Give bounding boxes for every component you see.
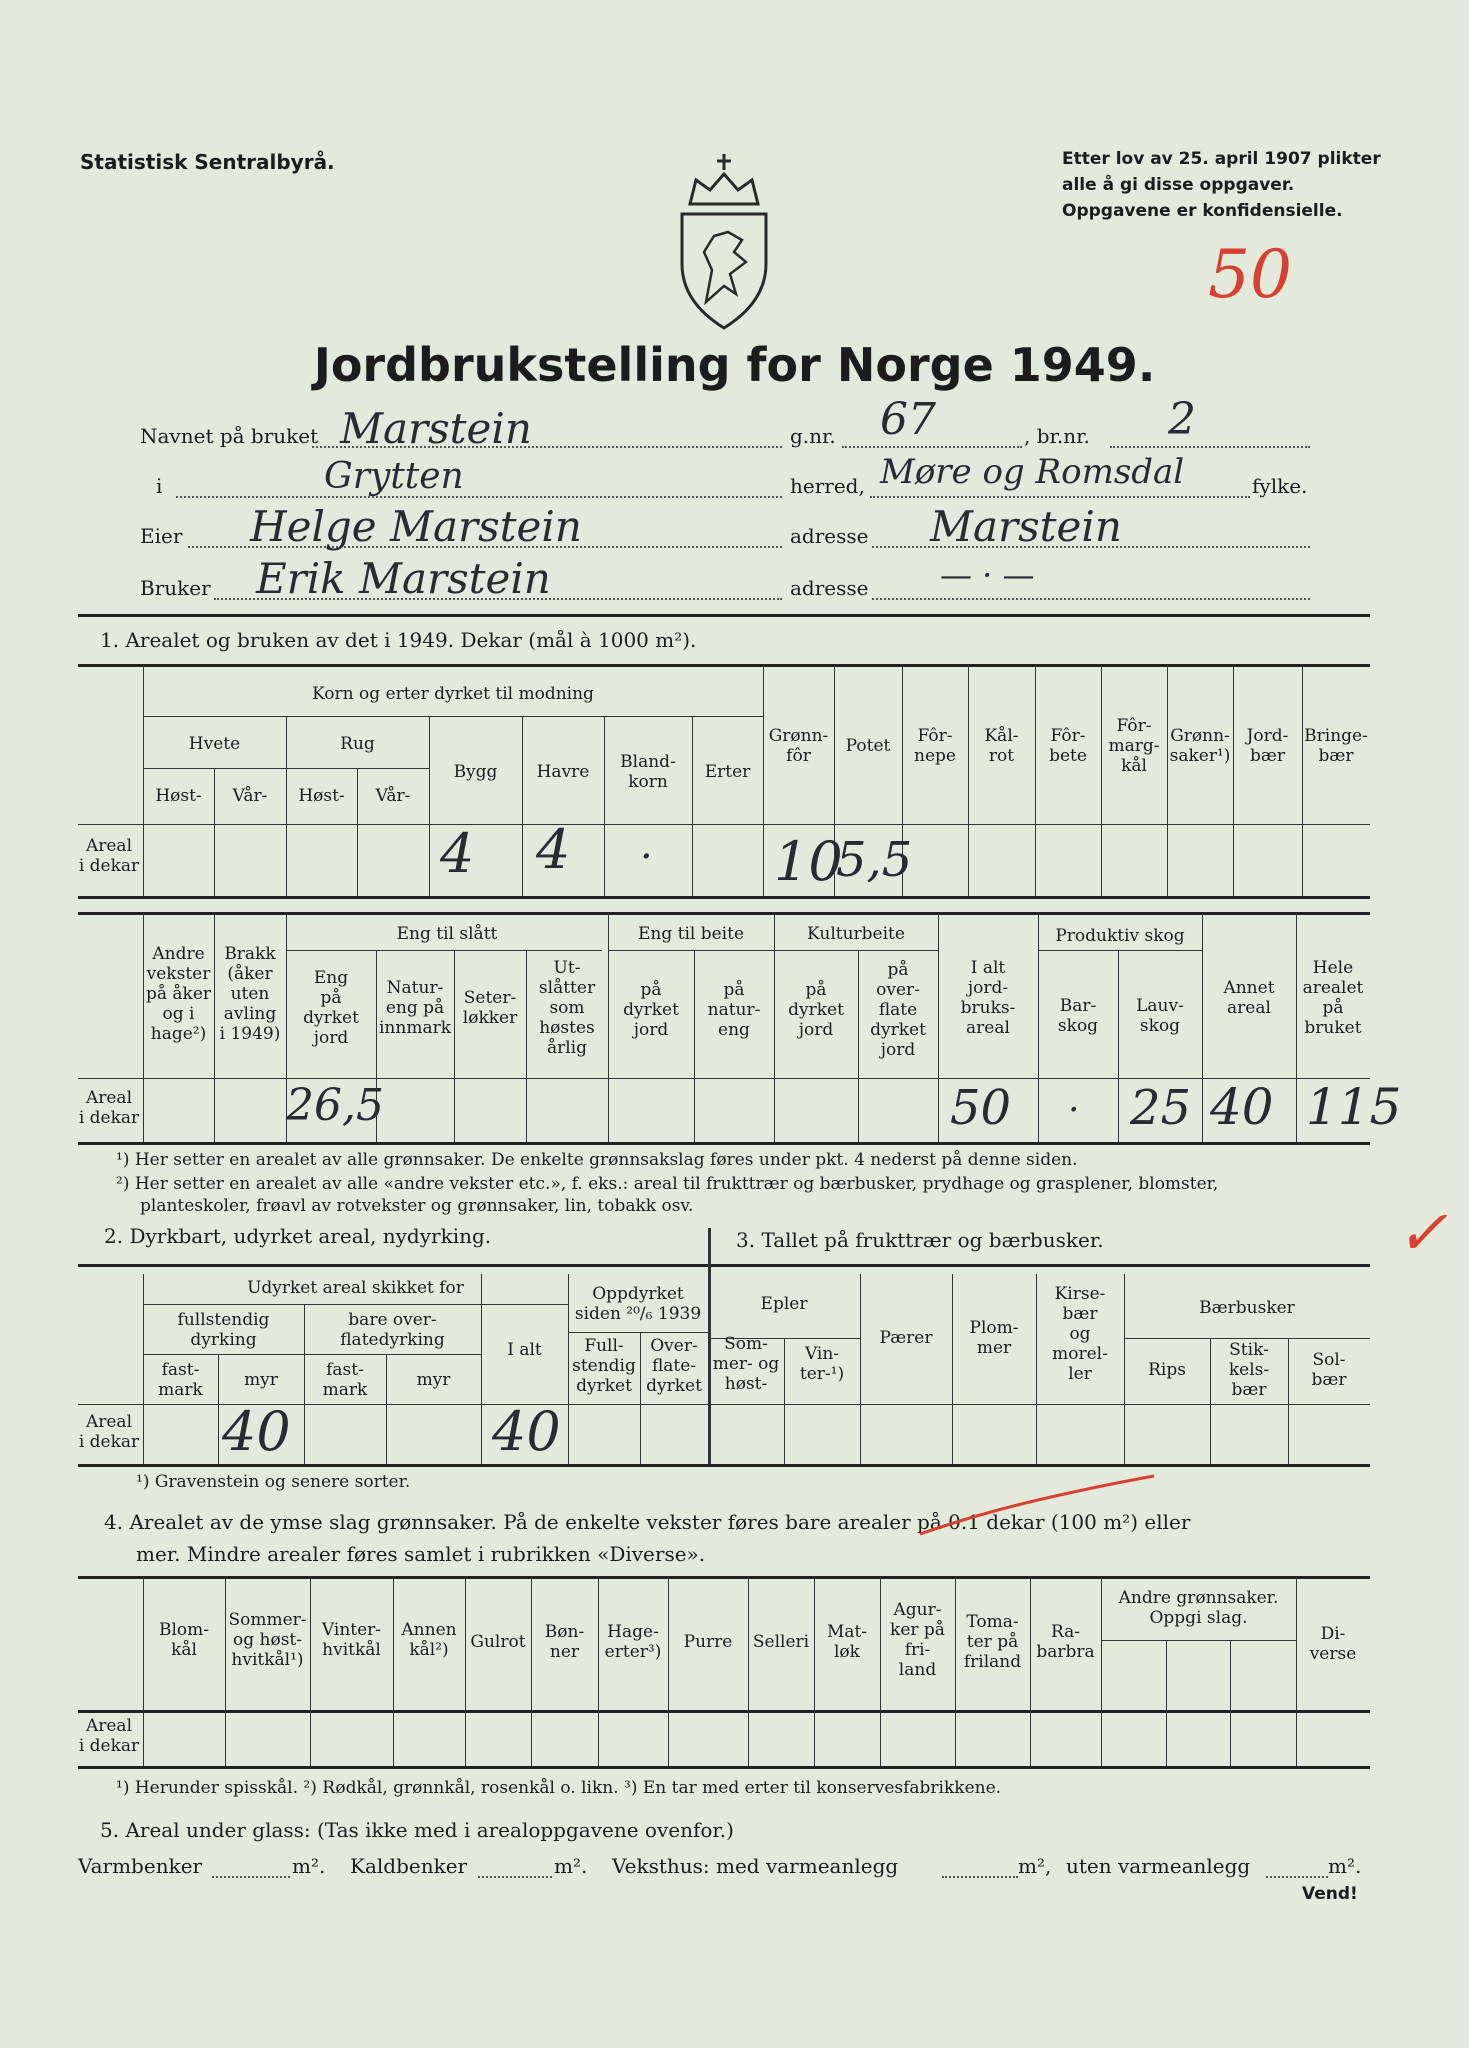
s2-rule	[143, 1304, 568, 1305]
t1-col	[1302, 664, 1303, 896]
t4-rule	[1101, 1640, 1296, 1641]
herred-line	[176, 496, 782, 498]
brnr-line	[1110, 446, 1310, 448]
table1-top	[78, 664, 1370, 667]
coat-of-arms-icon	[668, 152, 780, 332]
t4-col	[465, 1576, 466, 1766]
t2-value-hele: 115	[1306, 1078, 1402, 1136]
form-title: Jordbrukstelling for Norge 1949.	[313, 338, 1156, 392]
farm-name-label: Navnet på bruket	[140, 424, 319, 448]
t2-value-eng: 26,5	[286, 1080, 384, 1131]
section5-heading: 5. Areal under glass: (Tas ikke med i arealoppgavene ovenfor.)	[100, 1818, 734, 1842]
s3-vinter: Vin- ter-¹)	[799, 1344, 845, 1384]
fylke-label: fylke.	[1252, 474, 1308, 498]
fylke-line	[870, 496, 1250, 498]
s2-footnote: ¹) Gravenstein og senere sorter.	[136, 1472, 411, 1492]
t2-rule	[286, 950, 602, 951]
t2-col	[454, 950, 455, 1142]
t4-col-selleri: Selleri	[752, 1632, 810, 1652]
t4-col	[1230, 1640, 1231, 1766]
s3-col	[952, 1274, 953, 1464]
law-line-1: Etter lov av 25. april 1907 plikter	[1062, 149, 1381, 169]
t2-value-lauv: 25	[1130, 1080, 1192, 1136]
t1-col	[692, 716, 693, 896]
t2-bottom	[78, 1142, 1370, 1145]
footnote-1: ¹) Her setter en arealet av alle grønnsaker. De enkelte grønnsakslag føres under pkt. 4 nederst på denne siden.	[116, 1150, 1078, 1170]
t1-havre: Havre	[536, 762, 590, 782]
kaldbenker-label: Kaldbenker	[350, 1854, 468, 1878]
veksthus-label: Veksthus: med varmeanlegg	[612, 1854, 899, 1878]
t2-brakk: Brakk (åker uten avling i 1949)	[219, 944, 281, 1044]
t4-diverse: Di- verse	[1309, 1624, 1357, 1664]
s3-rule	[1124, 1338, 1370, 1339]
t4-col-hageerter: Hage- erter³)	[604, 1622, 662, 1662]
t1-gronnsaker: Grønn- saker¹)	[1169, 726, 1231, 766]
t2-col	[1118, 950, 1119, 1142]
t2-barskog: Bar- skog	[1057, 996, 1099, 1036]
t4-col-annenkal: Annen kål²)	[401, 1620, 457, 1660]
veksthus-varm-unit: m²,	[1018, 1854, 1052, 1878]
t2-eng-beite: Eng til beite	[637, 924, 745, 944]
fylke-value: Møre og Romsdal	[880, 452, 1185, 492]
t4-top	[78, 1576, 1370, 1579]
t1-hvete: Hvete	[188, 734, 241, 754]
red-underline-icon	[918, 1470, 1158, 1540]
i-label: i	[156, 474, 163, 498]
s3-sommer: Som- mer- og høst-	[712, 1334, 780, 1394]
footnote-2b: planteskoler, frøavl av rotvekster og grønnsaker, lin, tobakk osv.	[140, 1196, 694, 1216]
t2-rule	[78, 1078, 1370, 1079]
bruker-label: Bruker	[140, 576, 211, 600]
gnr-label: g.nr.	[790, 424, 836, 448]
t1-value-potet: 5,5	[836, 832, 913, 888]
bruker-value: Erik Marstein	[256, 554, 551, 603]
s3-epler: Epler	[760, 1294, 808, 1314]
t2-col	[694, 950, 695, 1142]
t2-prod-skog: Produktiv skog	[1055, 926, 1185, 946]
divider	[78, 614, 1370, 617]
t1-potet: Potet	[845, 736, 891, 756]
section2-heading: 2. Dyrkbart, udyrket areal, nydyrking.	[104, 1224, 492, 1248]
t1-rule	[78, 824, 1370, 825]
section4-heading-2: mer. Mindre arealer føres samlet i rubrikken «Diverse».	[136, 1542, 706, 1566]
t4-col	[143, 1576, 144, 1766]
t4-col	[814, 1576, 815, 1766]
varmbenker-unit: m².	[292, 1854, 326, 1878]
t2-col	[1202, 912, 1203, 1142]
uten-varmeanlegg-label: uten varmeanlegg	[1066, 1854, 1251, 1878]
t1-blandkorn: Bland- korn	[620, 752, 676, 792]
s4-footnote: ¹) Herunder spisskål. ²) Rødkål, grønnkål, rosenkål o. likn. ³) En tar med erter til konservesfabrikkene.	[116, 1778, 1002, 1798]
t4-col-blomkal: Blom- kål	[158, 1620, 210, 1660]
t1-rug-var: Vår-	[375, 786, 411, 806]
t4-col	[1030, 1576, 1031, 1766]
t1-col	[1035, 664, 1036, 896]
uten-varmeanlegg-unit: m².	[1328, 1854, 1362, 1878]
t4-col	[225, 1576, 226, 1766]
t1-kalrot: Kål- rot	[984, 726, 1019, 766]
s3-rips: Rips	[1148, 1360, 1186, 1380]
s2-col	[481, 1274, 482, 1464]
bruker-adresse-value: — · —	[940, 556, 1035, 594]
t2-beite-dyrket: på dyrket jord	[623, 980, 679, 1040]
t2-rule	[1038, 950, 1202, 951]
brnr-value: 2	[1168, 394, 1196, 445]
varmbenker-line	[212, 1876, 290, 1878]
t4-col-sommerhvitkal: Sommer- og høst- hvitkål¹)	[228, 1610, 307, 1670]
s23-bottom	[78, 1464, 1370, 1467]
t1-rule	[143, 716, 763, 717]
eier-adresse-value: Marstein	[930, 502, 1122, 551]
s2-oppdyrket: Oppdyrket siden ²⁰/₆ 1939	[574, 1284, 702, 1324]
t4-col-vinterhvitkal: Vinter- hvitkål	[321, 1620, 382, 1660]
t2-kb-overflate: på over- flate dyrket jord	[870, 960, 926, 1060]
t1-rug-host: Høst-	[298, 786, 345, 806]
t4-col	[531, 1576, 532, 1766]
uten-varmeanlegg-line	[1266, 1876, 1328, 1878]
bureau-name: Statistisk Sentralbyrå.	[80, 150, 335, 174]
eier-adresse-label: adresse	[790, 524, 869, 548]
t2-kb-dyrket: på dyrket jord	[788, 980, 844, 1040]
t4-col-gulrot: Gulrot	[470, 1632, 526, 1652]
footnote-2a: ²) Her setter en arealet av alle «andre vekster etc.», f. eks.: areal til frukttrær og bærbusker, prydhage og grasplener, blomster,	[116, 1174, 1219, 1194]
bruker-adresse-line	[872, 598, 1310, 600]
t1-fornepe: Fôr- nepe	[914, 726, 956, 766]
t4-row-label: Areal i dekar	[78, 1716, 140, 1756]
s2-fastmark-1: fast- mark	[158, 1360, 203, 1400]
varmbenker-label: Varmbenker	[78, 1854, 203, 1878]
t1-rug: Rug	[340, 734, 375, 754]
s2-rule	[143, 1354, 481, 1355]
s3-col	[860, 1274, 861, 1464]
s2-fullstendig: fullstendig dyrking	[177, 1310, 270, 1350]
s2-value-ialt: 40	[492, 1400, 561, 1463]
t1-col	[968, 664, 969, 896]
section4-heading-1: 4. Arealet av de ymse slag grønnsaker. På de enkelte vekster føres bare arealer på 0.1 dekar (100 m²) eller	[104, 1510, 1191, 1534]
t1-row-label: Areal i dekar	[78, 836, 140, 876]
t1-col	[1101, 664, 1102, 896]
law-line-3: Oppgavene er konfidensielle.	[1062, 201, 1343, 221]
t2-eng-dyrket: Eng på dyrket jord	[303, 968, 359, 1048]
red-check: ✓	[1396, 1196, 1448, 1269]
t2-kulturbeite: Kulturbeite	[807, 924, 905, 944]
t2-naturleng: Natur- eng på innmark	[378, 978, 452, 1038]
t4-col-bonner: Bøn- ner	[544, 1622, 585, 1662]
s2-over-dyrket: Over- flate- dyrket	[646, 1336, 702, 1396]
herred-value: Grytten	[324, 456, 464, 497]
t1-col	[1167, 664, 1168, 896]
kaldbenker-unit: m².	[554, 1854, 588, 1878]
t2-eng-slatt: Eng til slått	[396, 924, 498, 944]
t1-col	[429, 716, 430, 896]
t1-bringebaer: Bringe- bær	[1304, 726, 1368, 766]
t4-col	[598, 1576, 599, 1766]
t4-bottom	[78, 1766, 1370, 1769]
t4-col	[310, 1576, 311, 1766]
s3-baerbusker: Bærbusker	[1199, 1298, 1295, 1318]
s3-paerer: Pærer	[879, 1328, 933, 1348]
t2-top	[78, 912, 1370, 915]
t1-formargkal: Fôr- marg- kål	[1108, 716, 1160, 776]
t2-row-label: Areal i dekar	[78, 1088, 140, 1128]
s2-myr-1: myr	[244, 1370, 278, 1390]
t1-col	[763, 664, 764, 896]
t2-annet: Annet areal	[1223, 978, 1275, 1018]
vend-label: Vend!	[1302, 1884, 1358, 1904]
t4-col	[393, 1576, 394, 1766]
t4-col-purre: Purre	[683, 1632, 733, 1652]
t1-value-gronnfor: 10	[774, 830, 843, 893]
s2-value-myr: 40	[222, 1400, 291, 1463]
s3-plommer: Plom- mer	[969, 1318, 1019, 1358]
t1-gronnfor: Grønn- fôr	[768, 726, 829, 766]
brnr-label: , br.nr.	[1024, 424, 1090, 448]
t1-bottom	[78, 896, 1370, 899]
t1-col	[604, 716, 605, 896]
t1-value-bygg: 4	[440, 822, 475, 885]
t4-col	[748, 1576, 749, 1766]
t2-andre: Andre vekster på åker og i hage²)	[145, 944, 212, 1044]
t1-value-bland: ·	[640, 834, 653, 880]
t2-value-ialt: 50	[950, 1080, 1012, 1136]
t2-rule	[608, 950, 774, 951]
s23-top	[78, 1264, 1370, 1267]
t4-mid	[78, 1710, 1370, 1713]
s2-row-label: Areal i dekar	[78, 1412, 140, 1452]
t2-i-alt: I alt jord- bruks- areal	[960, 958, 1016, 1038]
gnr-line	[842, 446, 1022, 448]
herred-label: herred,	[790, 474, 865, 498]
t4-col-tomater: Toma- ter på friland	[963, 1612, 1022, 1672]
s2-i-alt: I alt	[507, 1340, 542, 1360]
t1-value-havre: 4	[536, 818, 571, 881]
t1-col	[1233, 664, 1234, 896]
bruker-adresse-label: adresse	[790, 576, 869, 600]
t1-forbete: Fôr- bete	[1049, 726, 1087, 766]
t2-value-bar: ·	[1068, 1090, 1080, 1131]
eier-value: Helge Marstein	[250, 502, 582, 551]
t1-col	[522, 716, 523, 896]
red-mark: 50	[1208, 236, 1292, 313]
s2-full-dyrket: Full- stendig dyrket	[572, 1336, 636, 1396]
t1-jordbaer: Jord- bær	[1246, 726, 1289, 766]
s2-fastmark-2: fast- mark	[322, 1360, 368, 1400]
farm-name-value: Marstein	[340, 404, 532, 453]
law-line-2: alle å gi disse oppgaver.	[1062, 175, 1295, 195]
veksthus-varm-line	[942, 1876, 1018, 1878]
t4-col-matlok: Mat- løk	[826, 1622, 868, 1662]
t1-hvete-var: Vår-	[232, 786, 268, 806]
s2-bare-over: bare over- flatedyrking	[340, 1310, 445, 1350]
t1-hvete-host: Høst-	[155, 786, 202, 806]
s2-myr-2: myr	[416, 1370, 451, 1390]
t2-beite-natur: på natur- eng	[707, 980, 761, 1040]
t1-korn-header: Korn og erter dyrket til modning	[312, 684, 594, 704]
s3-solbaer: Sol- bær	[1311, 1350, 1347, 1390]
t2-lauvskog: Lauv- skog	[1136, 996, 1184, 1036]
s3-kirsebaer: Kirse- bær og morel- ler	[1052, 1284, 1108, 1384]
section3-heading: 3. Tallet på frukttrær og bærbusker.	[736, 1228, 1104, 1252]
t4-andre: Andre grønnsaker. Oppgi slag.	[1118, 1588, 1279, 1628]
eier-label: Eier	[140, 524, 183, 548]
law-notice	[1062, 146, 1381, 224]
t4-col-agurker: Agur- ker på fri- land	[890, 1600, 945, 1680]
t4-col-rabarbra: Ra- barbra	[1036, 1622, 1095, 1662]
t4-col	[668, 1576, 669, 1766]
kaldbenker-line	[478, 1876, 552, 1878]
t1-bygg: Bygg	[453, 762, 498, 782]
s2-rule	[568, 1332, 708, 1333]
s3-stikkelsbaer: Stik- kels- bær	[1228, 1340, 1270, 1400]
t4-col	[1166, 1640, 1167, 1766]
t2-seterlokker: Seter- løkker	[462, 988, 518, 1028]
s2-udyrket: Udyrket areal skikket for	[247, 1278, 464, 1298]
t2-utslatter: Ut- slåtter som høstes årlig	[538, 958, 596, 1058]
t1-erter: Erter	[704, 762, 751, 782]
t4-col	[1296, 1576, 1297, 1766]
t2-hele: Hele arealet på bruket	[1302, 958, 1364, 1038]
t2-rule	[774, 950, 938, 951]
section1-heading: 1. Arealet og bruken av det i 1949. Dekar (mål à 1000 m²).	[100, 628, 697, 652]
t2-value-annet: 40	[1210, 1078, 1274, 1136]
gnr-value: 67	[880, 394, 936, 445]
